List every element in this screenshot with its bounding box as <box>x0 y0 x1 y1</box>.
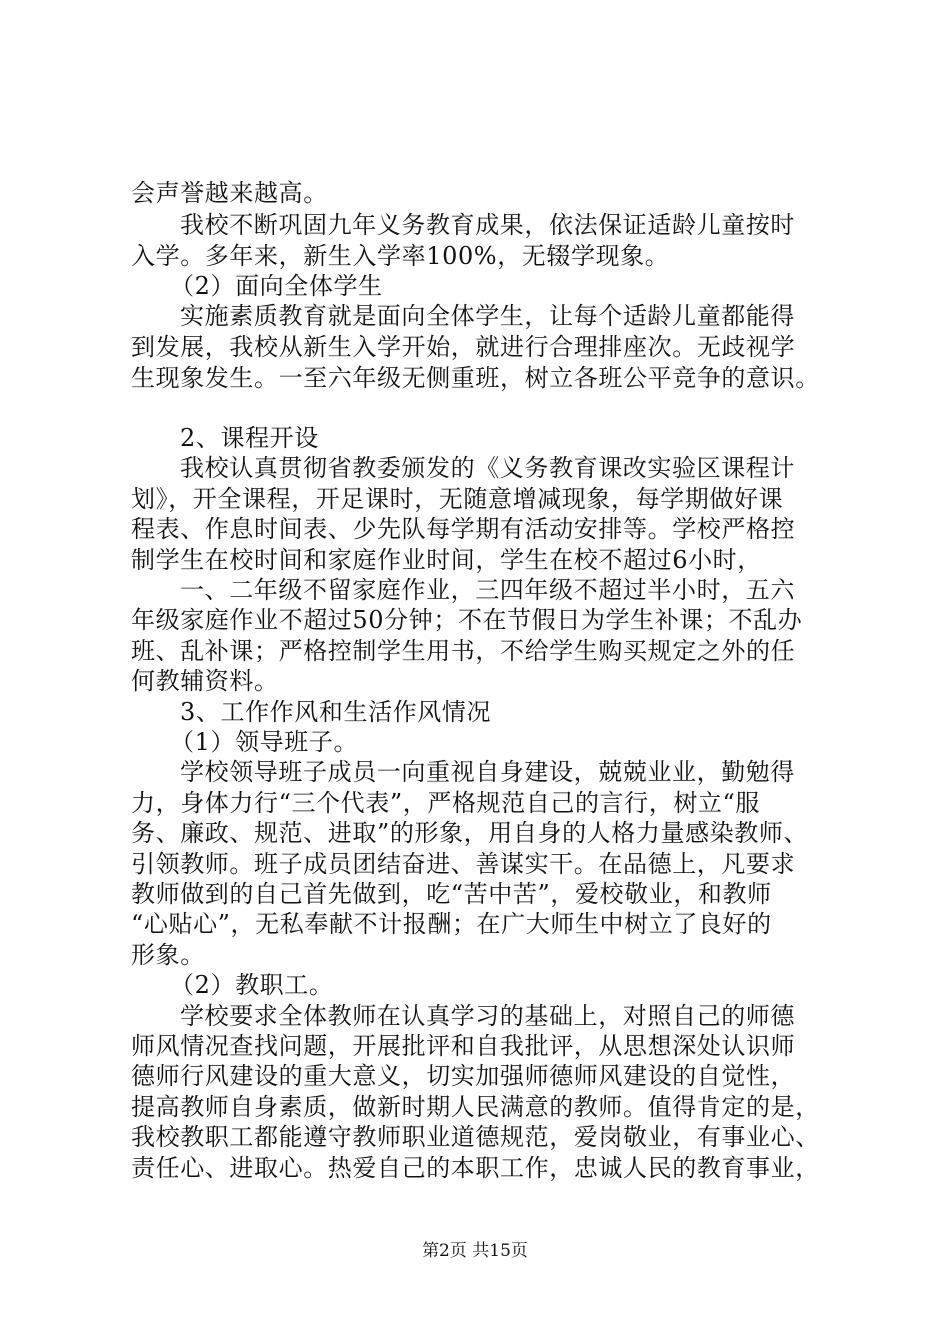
paragraph-line: “心贴心”，无私奉献不计报酬；在广大师生中树立了良好的 <box>131 910 772 938</box>
paragraph-line: 教师做到的自己首先做到，吃“苦中苦”，爱校敬业，和教师 <box>131 880 772 908</box>
paragraph-line: 程表、作息时间表、少先队每学期有活动安排等。学校严格控 <box>131 515 796 543</box>
paragraph-line: 我校认真贯彻省教委颁发的《义务教育课改实验区课程计 <box>180 454 795 482</box>
paragraph-line: 入学。多年来，新生入学率100%，无辍学现象。 <box>131 242 670 270</box>
paragraph-line: 实施素质教育就是面向全体学生，让每个适龄儿童都能得 <box>180 302 795 330</box>
paragraph-line: 年级家庭作业不超过50分钟；不在节假日为学生补课；不乱办 <box>131 606 803 634</box>
paragraph-line: 一、二年级不留家庭作业，三四年级不超过半小时，五六 <box>180 576 795 604</box>
page-number-footer: 第2页 共15页 <box>422 1241 528 1261</box>
paragraph-line: 到发展，我校从新生入学开始，就进行合理排座次。无歧视学 <box>131 333 796 361</box>
paragraph-line: 务、廉政、规范、进取”的形象，用自身的人格力量感染教师、 <box>131 819 809 847</box>
paragraph-line: 责任心、进取心。热爱自己的本职工作，忠诚人民的教育事业， <box>131 1154 820 1182</box>
section-heading: （1）领导班子。 <box>170 728 359 756</box>
paragraph-line: 划》，开全课程，开足课时，无随意增减现象，每学期做好课 <box>131 485 784 513</box>
paragraph-line: 形象。 <box>131 941 205 969</box>
paragraph-line: 何教辅资料。 <box>131 667 279 695</box>
paragraph-line: 生现象发生。一至六年级无侧重班，树立各班公平竞争的意识。 <box>131 364 820 392</box>
paragraph-line: 制学生在校时间和家庭作业时间，学生在校不超过6小时， <box>131 546 762 574</box>
paragraph-line: 会声誉越来越高。 <box>131 179 328 207</box>
paragraph-line: 提高教师自身素质，做新时期人民满意的教师。值得肯定的是， <box>131 1093 820 1121</box>
paragraph-line: 引领教师。班子成员团结奋进、善谋实干。在品德上，凡要求 <box>131 850 796 878</box>
section-heading: 2、课程开设 <box>180 424 319 452</box>
paragraph-line: 德师行风建设的重大意义，切实加强师德师风建设的自觉性， <box>131 1062 796 1090</box>
paragraph-line: 班、乱补课；严格控制学生用书，不给学生购买规定之外的任 <box>131 637 796 665</box>
section-heading: （2）教职工。 <box>170 971 334 999</box>
paragraph-line: 学校领导班子成员一向重视自身建设，兢兢业业，勤勉得 <box>180 758 795 786</box>
section-heading: 3、工作作风和生活作风情况 <box>180 698 492 726</box>
paragraph-line: 学校要求全体教师在认真学习的基础上，对照自己的师德 <box>180 1002 795 1030</box>
paragraph-line: 我校不断巩固九年义务教育成果，依法保证适龄儿童按时 <box>180 211 795 239</box>
paragraph-line: 力，身体力行“三个代表”，严格规范自己的言行，树立“服 <box>131 789 761 817</box>
paragraph-line: 我校教职工都能遵守教师职业道德规范，爱岗敬业，有事业心、 <box>131 1123 820 1151</box>
paragraph-line: 师风情况查找问题，开展批评和自我批评，从思想深处认识师 <box>131 1032 796 1060</box>
section-heading: （2）面向全体学生 <box>170 272 383 300</box>
